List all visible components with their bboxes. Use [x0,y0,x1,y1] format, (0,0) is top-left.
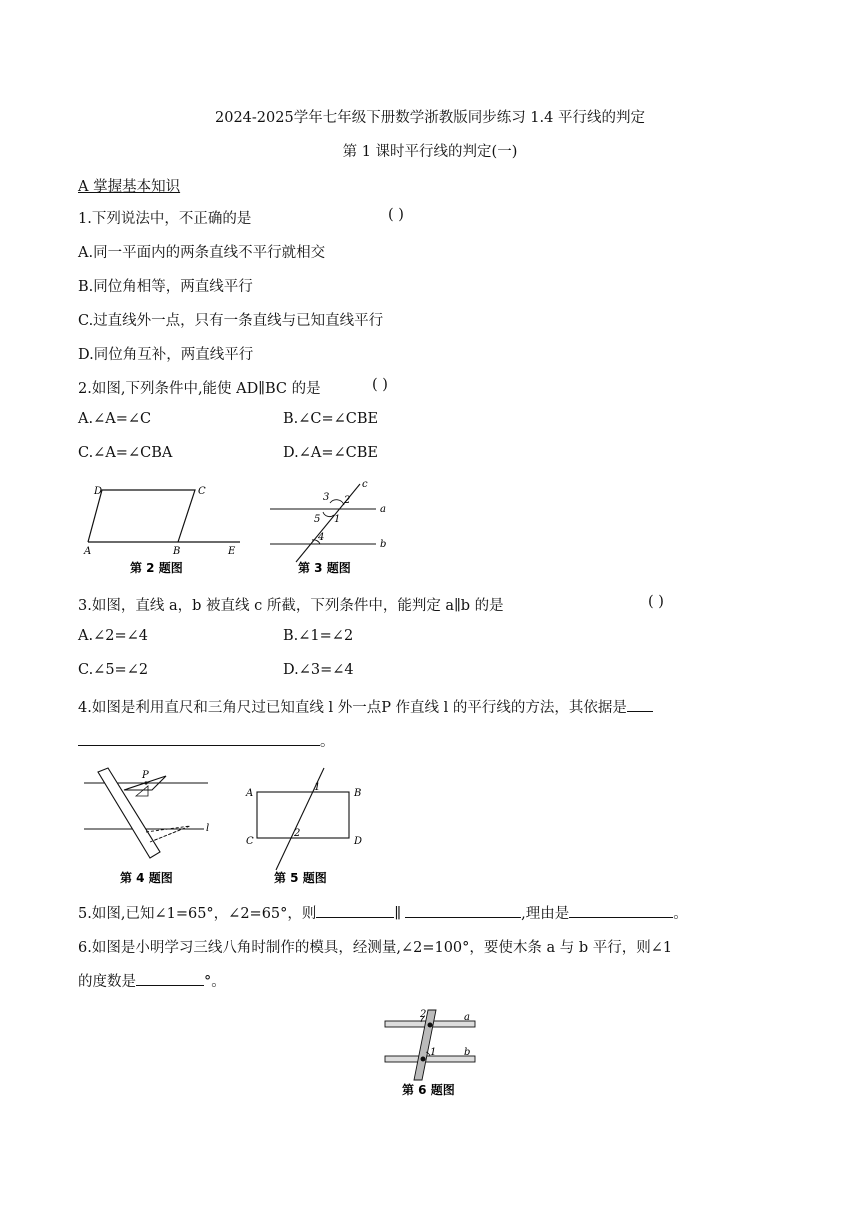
lesson-subtitle: 第 1 课时平行线的判定(一) [342,144,518,160]
q5-blank-line2[interactable] [405,902,521,918]
q1-option-a: A.同一平面内的两条直线不平行就相交 [78,245,326,261]
fig3-label-c: c [362,479,368,490]
q3-option-d: D.∠3=∠4 [283,662,354,678]
q2-stem: 2.如图,下列条件中,能使 AD∥BC 的是 [78,381,321,397]
q5-blank-line1[interactable] [316,902,394,918]
fig6-label-b: b [464,1047,471,1058]
q3-stem: 3.如图，直线 a，b 被直线 c 所截，下列条件中，能判定 a∥b 的是 [78,598,504,614]
q4-tail: 。 [320,734,335,750]
q5-text [78,902,688,923]
q4-blank-continued[interactable] [78,730,320,746]
q6-line2 [78,970,226,991]
q4-line1: 4.如图是利用直尺和三角尺过已知直线 l 外一点P 作直线 l 的平行线的方法，其依据是 [78,700,627,716]
figure-5-rectangle [244,760,374,890]
fig6-label-2: 2 [420,1009,427,1020]
fig3-label-b: b [380,539,387,550]
q1-option-d: D.同位角互补，两直线平行 [78,347,254,363]
fig2-label-c: C [198,486,206,497]
fig5-label-d: D [354,836,363,847]
q6-blank-angle[interactable] [136,970,204,986]
q5-part4: 。 [673,906,688,922]
q5-part1: 5.如图,已知∠1=65°，∠2=65°，则 [78,906,317,922]
fig4-label-l: l [206,823,210,834]
q6-part2: °。 [204,974,226,990]
q4-text-line2 [78,730,335,751]
q2-option-d: D.∠A=∠CBE [283,445,378,461]
fig2-label-e: E [228,546,236,557]
figure-3-transversal [268,478,398,578]
fig3-label-a: a [380,504,386,515]
fig3-caption: 第 3 题图 [298,561,351,575]
q6-line1: 6.如图是小明学习三线八角时制作的模具，经测量,∠2=100°，要使木条 a 与 b 平行，则∠1 [78,940,673,956]
fig4-caption: 第 4 题图 [120,871,173,885]
q5-part3: ,理由是 [521,906,570,922]
fig3-label-1: 1 [334,514,341,525]
section-heading: A 掌握基本知识 [78,179,181,195]
worksheet-title: 2024-2025学年七年级下册数学浙教版同步练习 1.4 平行线的判定 [215,110,645,126]
fig2-caption: 第 2 题图 [130,561,183,575]
q3-option-a: A.∠2=∠4 [78,628,148,644]
fig6-label-1: 1 [430,1047,437,1058]
fig3-label-3: 3 [323,492,330,503]
q1-answer-paren: ( ) [388,207,404,223]
fig3-label-4: 4 [318,532,325,543]
fig2-label-a: A [84,546,92,557]
q2-option-b: B.∠C=∠CBE [283,411,379,427]
fig5-label-1: 1 [314,782,321,793]
fig6-caption: 第 6 题图 [402,1083,455,1097]
q3-option-b: B.∠1=∠2 [283,628,354,644]
q1-stem: 1.下列说法中，不正确的是 [78,211,252,227]
fig2-label-b: B [173,546,181,557]
figure-4-ruler-triangle [80,760,220,890]
q5-parallel-sign: ∥ [394,906,402,922]
fig5-label-a: A [246,788,254,799]
fig5-label-2: 2 [294,828,301,839]
fig5-label-b: B [354,788,362,799]
figure-6-wooden-model [380,1000,490,1100]
q2-option-a: A.∠A=∠C [78,411,152,427]
figure-2-parallelogram [80,478,250,578]
q3-option-c: C.∠5=∠2 [78,662,149,678]
q1-option-b: B.同位角相等，两直线平行 [78,279,253,295]
fig3-label-2: 2 [344,495,351,506]
q4-text [78,696,653,717]
fig5-caption: 第 5 题图 [274,871,327,885]
fig6-label-a: a [464,1012,470,1023]
q5-blank-reason[interactable] [569,902,673,918]
q1-option-c: C.过直线外一点，只有一条直线与已知直线平行 [78,313,384,329]
q6-part1: 的度数是 [78,974,136,990]
fig3-label-5: 5 [314,514,321,525]
fig5-label-c: C [246,836,254,847]
q4-blank-start[interactable] [627,696,653,712]
fig4-label-p: P [142,770,149,781]
q2-answer-paren: ( ) [372,377,388,393]
q2-option-c: C.∠A=∠CBA [78,445,173,461]
fig2-label-d: D [94,486,103,497]
q3-answer-paren: ( ) [648,594,664,610]
